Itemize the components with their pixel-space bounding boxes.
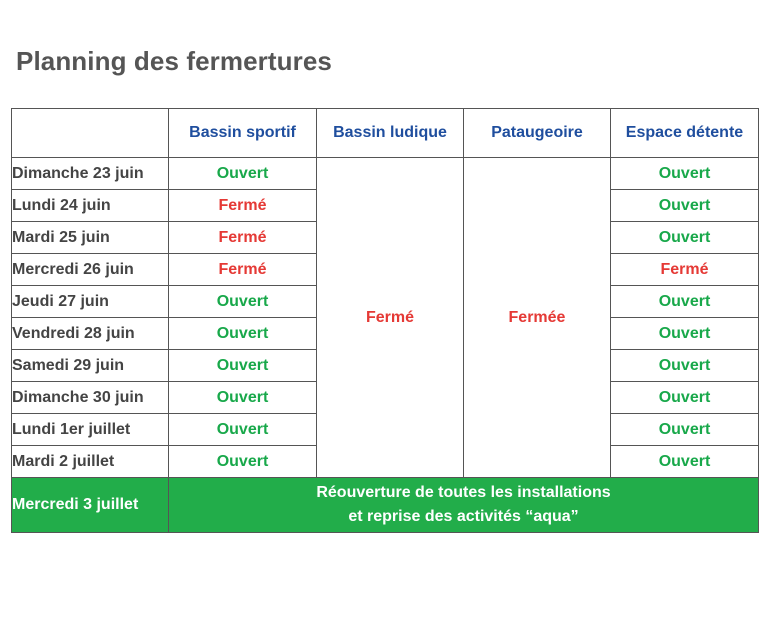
- header-espace-detente: Espace détente: [611, 109, 759, 158]
- page-title: Planning des fermertures: [16, 46, 332, 76]
- header-corner: [12, 109, 169, 158]
- bassin-sportif-status: Ouvert: [169, 318, 317, 350]
- day-cell: Lundi 1er juillet: [12, 414, 169, 446]
- pataugeoire-status: Fermée: [464, 158, 611, 478]
- header-pataugeoire: Pataugeoire: [464, 109, 611, 158]
- header-bassin-ludique: Bassin ludique: [317, 109, 464, 158]
- espace-detente-status: Ouvert: [611, 158, 759, 190]
- day-cell: Dimanche 23 juin: [12, 158, 169, 190]
- day-cell: Samedi 29 juin: [12, 350, 169, 382]
- bassin-sportif-status: Ouvert: [169, 286, 317, 318]
- bassin-sportif-status: Fermé: [169, 222, 317, 254]
- day-cell: Dimanche 30 juin: [12, 382, 169, 414]
- espace-detente-status: Fermé: [611, 254, 759, 286]
- bassin-sportif-status: Ouvert: [169, 446, 317, 478]
- day-cell: Jeudi 27 juin: [12, 286, 169, 318]
- espace-detente-status: Ouvert: [611, 350, 759, 382]
- day-cell: Mercredi 26 juin: [12, 254, 169, 286]
- espace-detente-status: Ouvert: [611, 446, 759, 478]
- bassin-sportif-status: Fermé: [169, 254, 317, 286]
- bassin-ludique-status: Fermé: [317, 158, 464, 478]
- closures-table: [11, 108, 759, 533]
- espace-detente-status: Ouvert: [611, 382, 759, 414]
- espace-detente-status: Ouvert: [611, 414, 759, 446]
- day-cell: Lundi 24 juin: [12, 190, 169, 222]
- espace-detente-status: Ouvert: [611, 286, 759, 318]
- bassin-sportif-status: Ouvert: [169, 414, 317, 446]
- reopening-line-2: et reprise des activités “aqua”: [348, 508, 579, 525]
- reopening-note: [169, 478, 759, 533]
- header-row: [12, 109, 759, 158]
- day-cell: Vendredi 28 juin: [12, 318, 169, 350]
- espace-detente-status: Ouvert: [611, 190, 759, 222]
- day-cell: Mardi 2 juillet: [12, 446, 169, 478]
- bassin-sportif-status: Ouvert: [169, 350, 317, 382]
- reopening-day: Mercredi 3 juillet: [12, 478, 169, 533]
- table-row: [12, 158, 759, 190]
- espace-detente-status: Ouvert: [611, 318, 759, 350]
- reopening-line-1: Réouverture de toutes les installations: [316, 484, 611, 501]
- bassin-sportif-status: Fermé: [169, 190, 317, 222]
- bassin-sportif-status: Ouvert: [169, 158, 317, 190]
- day-cell: Mardi 25 juin: [12, 222, 169, 254]
- bassin-sportif-status: Ouvert: [169, 382, 317, 414]
- reopening-row: [12, 478, 759, 533]
- header-bassin-sportif: Bassin sportif: [169, 109, 317, 158]
- espace-detente-status: Ouvert: [611, 222, 759, 254]
